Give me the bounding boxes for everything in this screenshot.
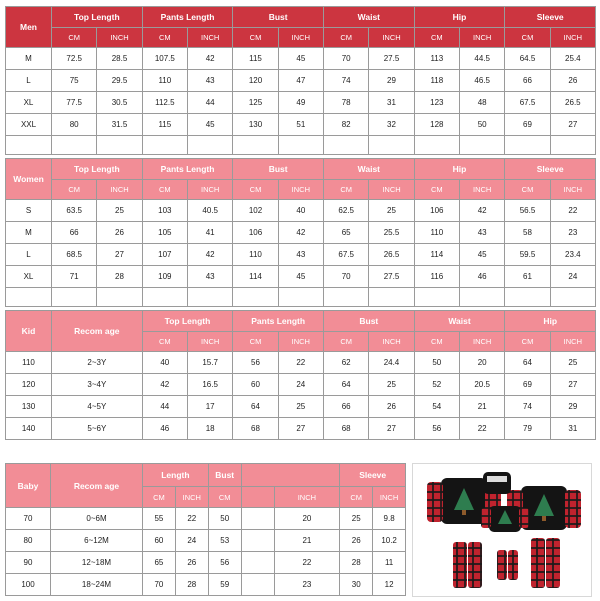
unit-inch: INCH [278, 180, 323, 200]
age-cell: 12~18M [51, 552, 143, 574]
value-cell: 53 [208, 530, 241, 552]
size-cell: 70 [6, 508, 51, 530]
value-cell: 43 [188, 70, 233, 92]
value-cell: 21 [274, 530, 340, 552]
value-cell: 75 [52, 70, 97, 92]
value-cell: 69 [505, 114, 550, 136]
spacer-row [6, 136, 596, 155]
kid-col-hip: Hip [505, 311, 596, 332]
value-cell: 115 [233, 48, 278, 70]
value-cell: 28 [175, 574, 208, 596]
value-cell: 64 [233, 396, 278, 418]
unit-cm: CM [340, 487, 373, 508]
size-cell: 90 [6, 552, 51, 574]
age-cell: 0~6M [51, 508, 143, 530]
value-cell: 28 [97, 266, 142, 288]
size-cell: 130 [6, 396, 52, 418]
value-cell: 23.4 [550, 244, 595, 266]
men-col-bust: Bust [233, 7, 324, 28]
blank-cell [241, 508, 274, 530]
value-cell: 31.5 [97, 114, 142, 136]
unit-inch: INCH [550, 332, 595, 352]
unit-inch: INCH [188, 180, 233, 200]
age-cell: 4~5Y [52, 396, 143, 418]
kid-recom-age-header: Recom age [52, 311, 143, 352]
value-cell: 26 [340, 530, 373, 552]
value-cell: 20.5 [459, 374, 504, 396]
unit-inch: INCH [373, 487, 406, 508]
value-cell: 115 [142, 114, 187, 136]
value-cell: 27 [369, 418, 414, 440]
table-row [6, 244, 596, 266]
value-cell: 46 [142, 418, 187, 440]
value-cell: 55 [143, 508, 176, 530]
value-cell: 74 [324, 70, 369, 92]
value-cell: 128 [414, 114, 459, 136]
table-row [6, 266, 596, 288]
unit-cm: CM [414, 180, 459, 200]
value-cell: 59 [208, 574, 241, 596]
value-cell: 28 [340, 552, 373, 574]
value-cell: 44.5 [460, 48, 505, 70]
value-cell: 42 [278, 222, 323, 244]
unit-inch: INCH [460, 180, 505, 200]
men-col-top-length: Top Length [52, 7, 143, 28]
value-cell: 48 [460, 92, 505, 114]
value-cell: 45 [278, 48, 323, 70]
table-row [6, 114, 596, 136]
size-cell: XXL [6, 114, 52, 136]
size-cell: XL [6, 266, 52, 288]
women-col-waist: Waist [324, 159, 415, 180]
value-cell: 51 [278, 114, 323, 136]
value-cell: 64 [323, 374, 368, 396]
value-cell: 43 [278, 244, 323, 266]
value-cell: 103 [142, 200, 187, 222]
unit-cm: CM [233, 180, 278, 200]
value-cell: 65 [143, 552, 176, 574]
baby-col-bust: Bust [208, 464, 241, 487]
table-row [6, 374, 596, 396]
value-cell: 45 [188, 114, 233, 136]
child-top [483, 472, 511, 494]
product-photo [412, 463, 592, 597]
unit-cm: CM [52, 180, 97, 200]
value-cell: 116 [414, 266, 459, 288]
value-cell: 25 [340, 508, 373, 530]
value-cell: 26 [97, 222, 142, 244]
value-cell: 130 [233, 114, 278, 136]
value-cell: 25 [278, 396, 323, 418]
value-cell: 40 [278, 200, 323, 222]
value-cell: 82 [324, 114, 369, 136]
value-cell: 25.4 [550, 48, 595, 70]
size-cell: 140 [6, 418, 52, 440]
value-cell: 118 [414, 70, 459, 92]
value-cell: 107 [142, 244, 187, 266]
unit-cm: CM [505, 332, 550, 352]
value-cell: 66 [323, 396, 368, 418]
value-cell: 27.5 [369, 48, 414, 70]
value-cell: 70 [143, 574, 176, 596]
value-cell: 22 [459, 418, 504, 440]
table-row [6, 530, 406, 552]
value-cell: 110 [233, 244, 278, 266]
value-cell: 50 [460, 114, 505, 136]
size-cell: M [6, 48, 52, 70]
value-cell: 22 [550, 200, 595, 222]
kid-col-waist: Waist [414, 311, 505, 332]
table-row [6, 200, 596, 222]
value-cell: 24 [550, 266, 595, 288]
men-col-hip: Hip [414, 7, 505, 28]
family-christmas-pajamas-photo [413, 464, 591, 596]
value-cell: 109 [142, 266, 187, 288]
value-cell: 66 [505, 70, 550, 92]
age-cell: 6~12M [51, 530, 143, 552]
value-cell: 9.8 [373, 508, 406, 530]
value-cell: 71 [52, 266, 97, 288]
value-cell: 114 [233, 266, 278, 288]
value-cell: 25.5 [369, 222, 414, 244]
value-cell: 12 [373, 574, 406, 596]
women-col-bust: Bust [233, 159, 324, 180]
value-cell: 25 [550, 352, 595, 374]
size-cell: 80 [6, 530, 51, 552]
size-cell: S [6, 200, 52, 222]
value-cell: 45 [278, 266, 323, 288]
value-cell: 106 [233, 222, 278, 244]
unit-cm: CM [233, 332, 278, 352]
men-col-sleeve: Sleeve [505, 7, 596, 28]
unit-cm: CM [208, 487, 241, 508]
table-row [6, 574, 406, 596]
unit-inch: INCH [369, 332, 414, 352]
size-cell: L [6, 244, 52, 266]
value-cell: 67.5 [324, 244, 369, 266]
value-cell: 110 [414, 222, 459, 244]
unit-inch: INCH [188, 28, 233, 48]
baby-col-sleeve: Sleeve [340, 464, 406, 487]
value-cell: 26 [175, 552, 208, 574]
value-cell: 40.5 [188, 200, 233, 222]
men-col-waist: Waist [324, 7, 415, 28]
age-cell: 2~3Y [52, 352, 143, 374]
value-cell: 107.5 [142, 48, 187, 70]
value-cell: 27 [550, 114, 595, 136]
unit-cm: CM [52, 28, 97, 48]
value-cell: 22 [175, 508, 208, 530]
unit-cm: CM [414, 332, 459, 352]
value-cell: 50 [414, 352, 459, 374]
value-cell: 44 [188, 92, 233, 114]
value-cell: 56.5 [505, 200, 550, 222]
table-row [6, 70, 596, 92]
age-cell: 5~6Y [52, 418, 143, 440]
value-cell: 78 [324, 92, 369, 114]
value-cell: 25 [97, 200, 142, 222]
value-cell: 120 [233, 70, 278, 92]
value-cell: 77.5 [52, 92, 97, 114]
value-cell: 23 [274, 574, 340, 596]
value-cell: 26 [550, 70, 595, 92]
size-cell: 100 [6, 574, 51, 596]
blank-cell [241, 552, 274, 574]
value-cell: 62 [323, 352, 368, 374]
value-cell: 11 [373, 552, 406, 574]
kid-col-bust: Bust [323, 311, 414, 332]
size-cell: 120 [6, 374, 52, 396]
value-cell: 27 [97, 244, 142, 266]
table-row [6, 508, 406, 530]
value-cell: 26 [369, 396, 414, 418]
size-cell: 110 [6, 352, 52, 374]
value-cell: 70 [324, 266, 369, 288]
value-cell: 24 [175, 530, 208, 552]
women-col-top-length: Top Length [52, 159, 143, 180]
value-cell: 64 [505, 352, 550, 374]
unit-blank [241, 487, 274, 508]
value-cell: 44 [142, 396, 187, 418]
value-cell: 59.5 [505, 244, 550, 266]
value-cell: 114 [414, 244, 459, 266]
value-cell: 30.5 [97, 92, 142, 114]
table-row [6, 352, 596, 374]
unit-cm: CM [414, 28, 459, 48]
value-cell: 28.5 [97, 48, 142, 70]
kid-label: Kid [6, 311, 52, 352]
unit-inch: INCH [550, 180, 595, 200]
unit-inch: INCH [175, 487, 208, 508]
unit-inch: INCH [369, 180, 414, 200]
baby-recom-age-header: Recom age [51, 464, 143, 508]
value-cell: 63.5 [52, 200, 97, 222]
unit-cm: CM [323, 332, 368, 352]
value-cell: 24.4 [369, 352, 414, 374]
unit-inch: INCH [460, 28, 505, 48]
value-cell: 25 [369, 200, 414, 222]
value-cell: 31 [550, 418, 595, 440]
unit-cm: CM [324, 180, 369, 200]
unit-cm: CM [143, 487, 176, 508]
value-cell: 60 [233, 374, 278, 396]
value-cell: 29.5 [97, 70, 142, 92]
value-cell: 110 [142, 70, 187, 92]
spacer-row [6, 288, 596, 307]
value-cell: 56 [208, 552, 241, 574]
value-cell: 27 [278, 418, 323, 440]
value-cell: 45 [460, 244, 505, 266]
unit-cm: CM [233, 28, 278, 48]
value-cell: 20 [274, 508, 340, 530]
value-cell: 47 [278, 70, 323, 92]
value-cell: 42 [460, 200, 505, 222]
value-cell: 32 [369, 114, 414, 136]
value-cell: 106 [414, 200, 459, 222]
value-cell: 43 [460, 222, 505, 244]
value-cell: 26.5 [550, 92, 595, 114]
value-cell: 42 [142, 374, 187, 396]
unit-inch: INCH [274, 487, 340, 508]
value-cell: 68 [233, 418, 278, 440]
value-cell: 41 [188, 222, 233, 244]
value-cell: 22 [274, 552, 340, 574]
table-row [6, 92, 596, 114]
unit-inch: INCH [97, 180, 142, 200]
value-cell: 56 [414, 418, 459, 440]
value-cell: 25 [369, 374, 414, 396]
value-cell: 22 [278, 352, 323, 374]
value-cell: 68.5 [52, 244, 97, 266]
age-cell: 3~4Y [52, 374, 143, 396]
unit-cm: CM [505, 180, 550, 200]
value-cell: 62.5 [324, 200, 369, 222]
value-cell: 67.5 [505, 92, 550, 114]
value-cell: 27.5 [369, 266, 414, 288]
value-cell: 60 [143, 530, 176, 552]
unit-cm: CM [324, 28, 369, 48]
size-cell: M [6, 222, 52, 244]
unit-cm: CM [142, 332, 187, 352]
value-cell: 61 [505, 266, 550, 288]
value-cell: 10.2 [373, 530, 406, 552]
value-cell: 23 [550, 222, 595, 244]
unit-cm: CM [142, 28, 187, 48]
value-cell: 102 [233, 200, 278, 222]
baby-col-bust-ext [241, 464, 340, 487]
value-cell: 125 [233, 92, 278, 114]
value-cell: 30 [340, 574, 373, 596]
value-cell: 123 [414, 92, 459, 114]
women-col-sleeve: Sleeve [505, 159, 596, 180]
table-row [6, 396, 596, 418]
value-cell: 49 [278, 92, 323, 114]
value-cell: 52 [414, 374, 459, 396]
table-row [6, 552, 406, 574]
women-size-table [5, 158, 596, 307]
value-cell: 31 [369, 92, 414, 114]
value-cell: 66 [52, 222, 97, 244]
value-cell: 112.5 [142, 92, 187, 114]
women-col-hip: Hip [414, 159, 505, 180]
value-cell: 64.5 [505, 48, 550, 70]
table-row [6, 48, 596, 70]
unit-cm: CM [142, 180, 187, 200]
value-cell: 29 [550, 396, 595, 418]
unit-inch: INCH [278, 332, 323, 352]
value-cell: 80 [52, 114, 97, 136]
size-cell: L [6, 70, 52, 92]
value-cell: 113 [414, 48, 459, 70]
value-cell: 27 [550, 374, 595, 396]
unit-inch: INCH [187, 332, 232, 352]
value-cell: 79 [505, 418, 550, 440]
men-col-pants-length: Pants Length [142, 7, 233, 28]
value-cell: 72.5 [52, 48, 97, 70]
women-label: Women [6, 159, 52, 200]
value-cell: 16.5 [187, 374, 232, 396]
value-cell: 17 [187, 396, 232, 418]
age-cell: 18~24M [51, 574, 143, 596]
size-cell: XL [6, 92, 52, 114]
value-cell: 42 [188, 48, 233, 70]
value-cell: 15.7 [187, 352, 232, 374]
value-cell: 20 [459, 352, 504, 374]
unit-inch: INCH [459, 332, 504, 352]
value-cell: 50 [208, 508, 241, 530]
kid-size-table [5, 310, 596, 440]
baby-size-table [5, 463, 406, 596]
value-cell: 26.5 [369, 244, 414, 266]
blank-cell [241, 530, 274, 552]
value-cell: 40 [142, 352, 187, 374]
value-cell: 68 [323, 418, 368, 440]
kid-col-top-length: Top Length [142, 311, 233, 332]
unit-inch: INCH [369, 28, 414, 48]
value-cell: 65 [324, 222, 369, 244]
value-cell: 58 [505, 222, 550, 244]
women-col-pants-length: Pants Length [142, 159, 233, 180]
value-cell: 46.5 [460, 70, 505, 92]
value-cell: 24 [278, 374, 323, 396]
value-cell: 69 [505, 374, 550, 396]
value-cell: 54 [414, 396, 459, 418]
table-row [6, 418, 596, 440]
men-label: Men [6, 7, 52, 48]
value-cell: 29 [369, 70, 414, 92]
value-cell: 43 [188, 266, 233, 288]
value-cell: 56 [233, 352, 278, 374]
value-cell: 18 [187, 418, 232, 440]
baby-label: Baby [6, 464, 51, 508]
value-cell: 42 [188, 244, 233, 266]
value-cell: 46 [460, 266, 505, 288]
value-cell: 21 [459, 396, 504, 418]
unit-cm: CM [505, 28, 550, 48]
table-row [6, 222, 596, 244]
value-cell: 70 [324, 48, 369, 70]
value-cell: 74 [505, 396, 550, 418]
unit-inch: INCH [278, 28, 323, 48]
blank-cell [241, 574, 274, 596]
unit-inch: INCH [97, 28, 142, 48]
men-size-table [5, 6, 596, 155]
value-cell: 105 [142, 222, 187, 244]
kid-col-pants-length: Pants Length [233, 311, 324, 332]
baby-col-length: Length [143, 464, 209, 487]
unit-inch: INCH [550, 28, 595, 48]
